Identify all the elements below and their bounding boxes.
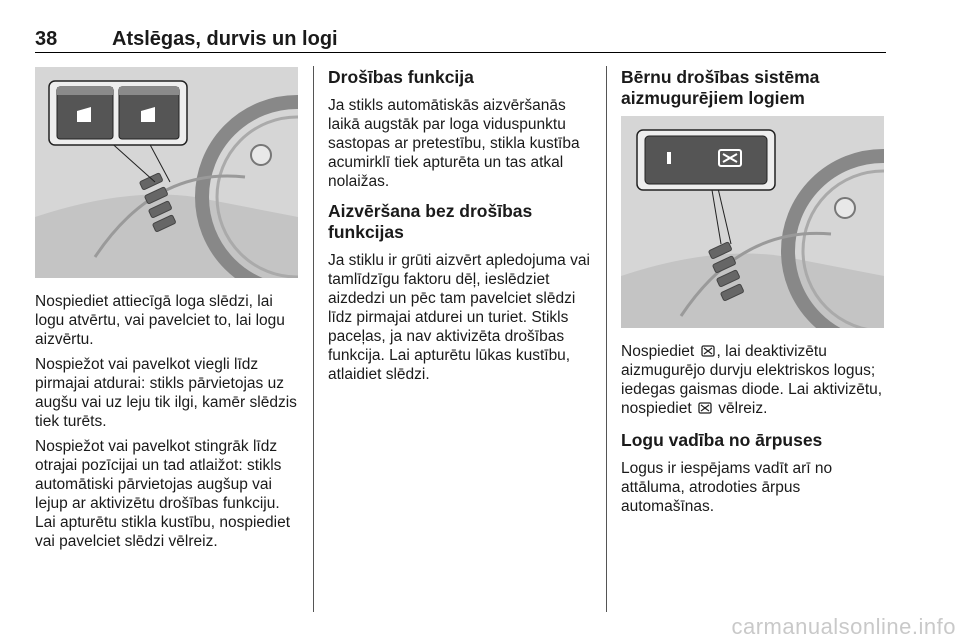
page-number: 38: [35, 28, 58, 50]
instruction-paragraph: Nospiežot vai pavelkot viegli līdz pirmajai atdurai: stikls pārvietojas uz augšu vai uz leju tik ilgi, kamēr slēdzis tiek turēts.: [35, 356, 297, 430]
section-heading: Drošības funkcija: [328, 67, 474, 87]
window-switch-figure: [35, 67, 298, 278]
column-divider-2: [606, 66, 607, 612]
section-paragraph: [621, 342, 891, 418]
section-paragraph: Ja stikls automātiskās aizvēršanās laikā augstāk par loga viduspunktu sastopas ar pretestību, stikla kustība acumirklī tiek apturēta un tas atkal nolaižas.: [328, 97, 580, 190]
child-lock-icon: [698, 402, 712, 414]
section-paragraph: Logus ir iespējams vadīt arī no attāluma, atrodoties ārpus automašīnas.: [621, 460, 833, 515]
instruction-paragraph: Nospiediet attiecīgā loga slēdzi, lai logu atvērtu, vai pavelciet to, lai logu aizvērtu.: [35, 293, 285, 348]
text-fragment: vēlreiz.: [713, 400, 768, 417]
header-rule: [35, 52, 886, 53]
child-lock-icon: [701, 345, 715, 357]
section-heading: Bērnu drošības sistēma aizmugurējiem logiem: [621, 67, 820, 108]
column-divider-1: [313, 66, 314, 612]
column-3: [621, 67, 889, 117]
column-3-body: [621, 342, 891, 522]
section-heading: Logu vadība no ārpuses: [621, 430, 823, 450]
page-title: Atslēgas, durvis un logi: [112, 28, 338, 50]
text-fragment: Nospiediet: [621, 343, 699, 360]
text-fragment: , lai deaktivizētu aizmugurējo durvju elektriskos logus; iedegas gaismas diode. Lai aktivizētu, nospiediet: [621, 343, 883, 417]
watermark: carmanualsonline.info: [731, 614, 956, 639]
column-1: [35, 292, 303, 557]
instruction-paragraph: Nospiežot vai pavelkot stingrāk līdz otrajai pozīcijai un tad atlaižot: stikls automātiski pārvietojas augšup vai lejup ar aktivizētu drošības funkciju. Lai apturētu stikla kustību, nospiediet vai pavelciet slēdzi vēlreiz.: [35, 438, 291, 550]
column-2: [328, 67, 596, 390]
section-paragraph: Ja stiklu ir grūti aizvērt apledojuma vai tamlīdzīgu faktoru dēļ, ieslēdziet aizdedzi un pēc tam pavelciet slēdzi līdz pirmajai atdurei un turiet. Stikls paceļas, ja nav aktivizēta drošības funkcija. Lai apturētu lūkas kustību, atlaidiet slēdzi.: [328, 252, 590, 383]
section-heading: Aizvēršana bez drošības funkcijas: [328, 201, 533, 242]
child-lock-figure: [621, 116, 884, 328]
page-header: [35, 28, 886, 50]
